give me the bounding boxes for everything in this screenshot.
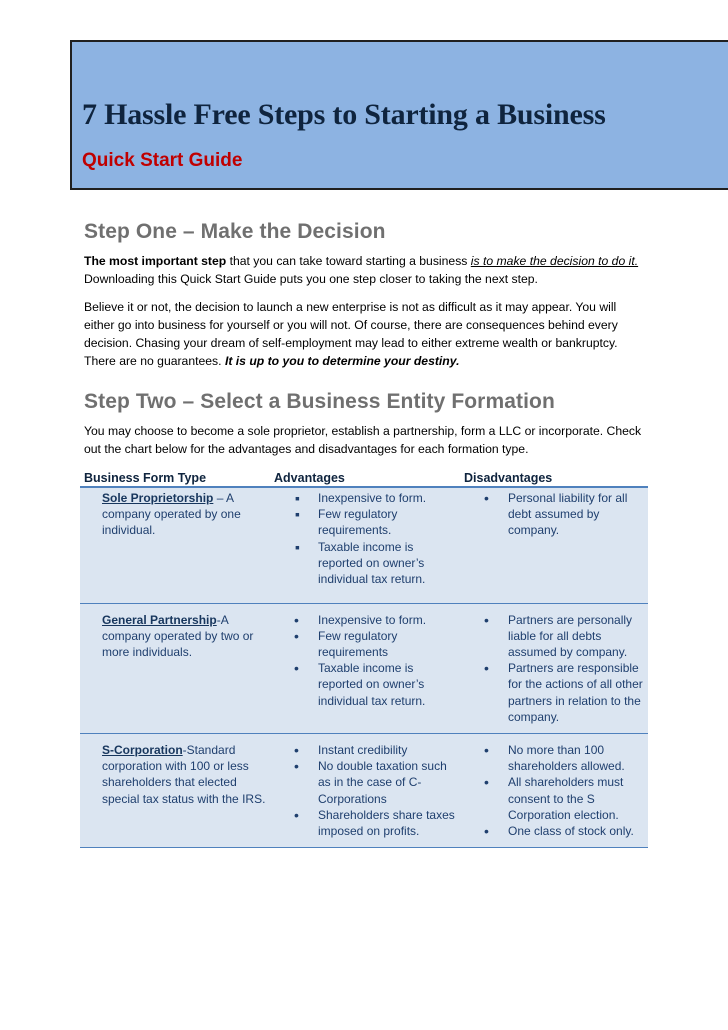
form-type-cell [80,487,270,603]
table-row [80,603,648,733]
advantage-item: • Shareholders share taxes imposed on profits. [274,807,456,839]
header-disadvantages: Disadvantages [460,468,648,487]
step-one-p2-text: Believe it or not, the decision to launch a new enterprise is not as difficult as it may appear. You will either go into business for yourself or you will not. Of course, there are consequences behind every decision. Chasing your dream of self-employment may lead to either extreme wealth or bankruptcy. There are no guarantees. [84,300,618,368]
disadvantages-cell [460,487,648,603]
form-type-desc: -A company operated by two or more individuals. [102,612,254,659]
advantage-item: ▪ Few regulatory requirements. [274,506,456,538]
form-type-name: Sole Proprietorship [102,491,214,505]
title-banner [70,40,728,190]
document-subtitle: Quick Start Guide [82,150,243,171]
form-type-name: General Partnership [102,612,217,627]
step-two-intro: You may choose to become a sole proprietor, establish a partnership, form a LLC or incorporate. Check out the chart below for the advantages and disadvantages for each formation type. [84,424,642,456]
form-type-desc: -Standard corporation with 100 or less shareholders that elected special tax status with the IRS. [102,742,266,806]
step-one-bold-phrase: The most important step [84,254,227,268]
step-one-text: that you can take toward starting a business [226,254,471,268]
advantage-item: • Taxable income is reported on owner’s individual tax return. [274,660,456,709]
advantages-cell [270,733,460,847]
form-type-cell [80,603,270,733]
form-type-name: S-Corporation [102,742,183,757]
step-two-heading: Step Two – Select a Business Entity Formation [84,390,555,413]
disadvantage-item: • No more than 100 shareholders allowed. [464,742,644,774]
advantage-item: • Instant credibility [274,742,456,758]
advantages-cell [270,603,460,733]
document-title: 7 Hassle Free Steps to Starting a Business [82,98,606,131]
advantages-cell [270,487,460,603]
advantage-item: • No double taxation such as in the case of C-Corporations [274,758,456,807]
disadvantages-cell [460,603,648,733]
step-one-emphasis: is to make the decision to do it. [470,254,639,268]
form-type-cell [80,733,270,847]
disadvantage-item: • One class of stock only. [464,823,644,839]
advantage-item: ▪ Taxable income is reported on owner’s individual tax return. [274,539,456,588]
header-advantages: Advantages [270,468,460,487]
step-one-p2-emphasis: It is up to you to determine your destiny. [224,354,460,368]
advantage-item: • Few regulatory requirements [274,628,456,660]
header-business-form-type: Business Form Type [80,468,270,487]
table-row [80,733,648,847]
disadvantage-item: • All shareholders must consent to the S Corporation election. [464,774,644,823]
business-form-table [80,468,648,848]
form-type-desc: – A company operated by one individual. [102,491,241,538]
disadvantage-item: • Partners are responsible for the actions of all other partners in relation to the company. [464,660,644,725]
step-one-heading: Step One – Make the Decision [84,220,386,243]
disadvantage-item: • Personal liability for all debt assumed by company. [464,490,644,539]
disadvantage-item: • Partners are personally liable for all debts assumed by company. [464,612,644,661]
table-header-row [80,468,648,487]
step-one-text-end: Downloading this Quick Start Guide puts you one step closer to taking the next step. [84,272,538,286]
disadvantages-cell [460,733,648,847]
table-row [80,487,648,603]
step-one-paragraph-2 [84,298,644,370]
step-one-paragraph-1 [84,252,644,288]
advantage-item: ▪ Inexpensive to form. [274,490,456,506]
advantage-item: • Inexpensive to form. [274,612,456,628]
document-body [84,220,644,848]
